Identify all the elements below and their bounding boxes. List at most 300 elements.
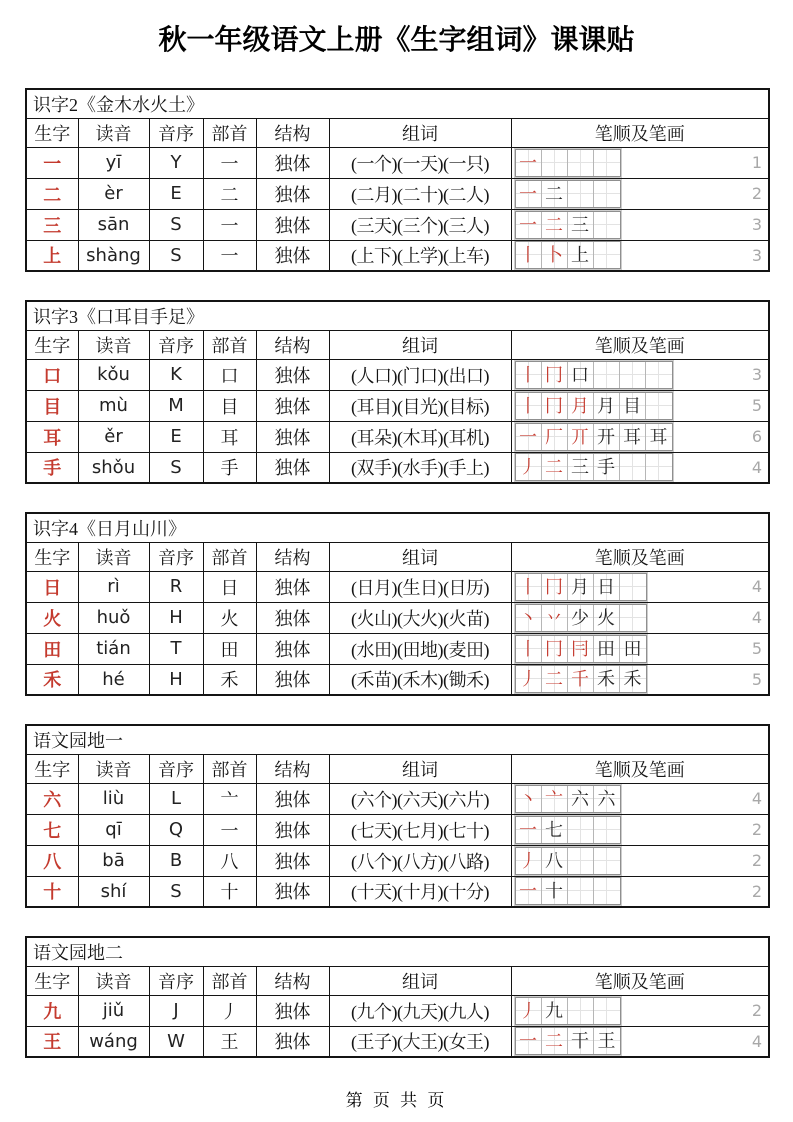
table-row <box>26 178 769 209</box>
stroke-step-cell: 耳 <box>646 424 672 450</box>
initial-cell: R <box>149 571 203 602</box>
stroke-count: 4 <box>751 608 762 627</box>
char-cell: 七 <box>26 814 78 845</box>
tables-container <box>25 88 768 1058</box>
words-cell: (日月)(生日)(日历) <box>329 571 511 602</box>
stroke-step-cell: 千 <box>568 666 594 692</box>
column-header-row <box>26 542 769 571</box>
stroke-step-cell: 冂 <box>542 362 568 388</box>
radical-cell: 八 <box>203 845 256 876</box>
stroke-grid <box>515 877 621 905</box>
stroke-order-cell <box>511 1026 769 1057</box>
stroke-order-line <box>512 180 769 208</box>
column-header: 读音 <box>78 966 149 995</box>
initial-cell: K <box>149 359 203 390</box>
structure-cell: 独体 <box>256 602 329 633</box>
page-title: 秋一年级语文上册《生字组词》课课贴 <box>158 23 635 56</box>
stroke-step-cell: 八 <box>542 848 568 874</box>
stroke-grid <box>515 361 673 389</box>
stroke-order-line <box>512 211 769 239</box>
stroke-empty-cell <box>568 878 594 904</box>
initial-cell: J <box>149 995 203 1026</box>
stroke-step-cell: 亠 <box>542 786 568 812</box>
structure-cell: 独体 <box>256 783 329 814</box>
stroke-order-cell <box>511 209 769 240</box>
column-header: 笔顺及笔画 <box>511 118 769 147</box>
table-title: 语文园地二 <box>26 937 769 966</box>
stroke-empty-cell <box>568 150 594 176</box>
stroke-empty-cell <box>594 181 620 207</box>
table-title: 识字4《日月山川》 <box>26 513 769 542</box>
stroke-step-cell: 目 <box>620 393 646 419</box>
words-cell: (双手)(水手)(手上) <box>329 452 511 483</box>
initial-cell: Q <box>149 814 203 845</box>
stroke-step-cell: 干 <box>568 1028 594 1054</box>
stroke-empty-cell <box>620 605 646 631</box>
radical-cell: 手 <box>203 452 256 483</box>
words-cell: (耳朵)(木耳)(耳机) <box>329 421 511 452</box>
pinyin-cell: tián <box>78 633 149 664</box>
stroke-step-cell: 二 <box>542 666 568 692</box>
stroke-count: 2 <box>751 881 762 901</box>
pinyin-cell: shàng <box>78 240 149 271</box>
stroke-order-line <box>512 573 769 601</box>
stroke-empty-cell <box>620 574 646 600</box>
structure-cell: 独体 <box>256 633 329 664</box>
stroke-grid <box>515 423 673 451</box>
structure-cell: 独体 <box>256 452 329 483</box>
stroke-empty-cell <box>594 817 620 843</box>
structure-cell: 独体 <box>256 178 329 209</box>
column-header: 结构 <box>256 542 329 571</box>
column-header: 生字 <box>26 330 78 359</box>
pinyin-cell: bā <box>78 845 149 876</box>
lesson-table <box>25 724 770 908</box>
stroke-grid <box>515 573 647 601</box>
initial-cell: M <box>149 390 203 421</box>
table-row <box>26 147 769 178</box>
stroke-step-cell: 冂 <box>542 574 568 600</box>
stroke-step-cell: 一 <box>516 181 542 207</box>
stroke-empty-cell <box>568 998 594 1024</box>
char-cell: 王 <box>26 1026 78 1057</box>
column-header: 笔顺及笔画 <box>511 754 769 783</box>
stroke-grid <box>515 211 621 239</box>
column-header: 读音 <box>78 118 149 147</box>
stroke-grid <box>515 392 673 420</box>
words-cell: (一个)(一天)(一只) <box>329 147 511 178</box>
stroke-step-cell: 厂 <box>542 424 568 450</box>
stroke-order-cell <box>511 147 769 178</box>
lesson-table <box>25 936 770 1058</box>
stroke-order-cell <box>511 814 769 845</box>
stroke-step-cell: 月 <box>568 393 594 419</box>
stroke-step-cell: 九 <box>542 998 568 1024</box>
stroke-step-cell: 耳 <box>620 424 646 450</box>
column-header: 部首 <box>203 330 256 359</box>
words-cell: (二月)(二十)(二人) <box>329 178 511 209</box>
column-header: 音序 <box>149 118 203 147</box>
stroke-empty-cell <box>542 150 568 176</box>
char-cell: 口 <box>26 359 78 390</box>
words-cell: (火山)(大火)(火苗) <box>329 602 511 633</box>
char-cell: 耳 <box>26 421 78 452</box>
initial-cell: S <box>149 876 203 907</box>
stroke-order-line <box>512 997 769 1025</box>
stroke-empty-cell <box>646 393 672 419</box>
stroke-step-cell: 田 <box>620 636 646 662</box>
pinyin-cell: liù <box>78 783 149 814</box>
stroke-step-cell: 三 <box>568 454 594 480</box>
stroke-count: 2 <box>751 820 762 839</box>
radical-cell: 二 <box>203 178 256 209</box>
stroke-step-cell: 手 <box>594 454 620 480</box>
structure-cell: 独体 <box>256 1026 329 1057</box>
char-cell: 日 <box>26 571 78 602</box>
column-header: 生字 <box>26 754 78 783</box>
pinyin-cell: shí <box>78 876 149 907</box>
stroke-grid <box>515 665 647 693</box>
stroke-count: 4 <box>751 1031 762 1051</box>
radical-cell: 亠 <box>203 783 256 814</box>
table-row <box>26 421 769 452</box>
stroke-grid <box>515 604 647 632</box>
radical-cell: 一 <box>203 240 256 271</box>
stroke-step-cell: 丨 <box>516 574 542 600</box>
structure-cell: 独体 <box>256 240 329 271</box>
stroke-step-cell: 日 <box>594 574 620 600</box>
initial-cell: S <box>149 209 203 240</box>
char-cell: 三 <box>26 209 78 240</box>
table-title: 识字3《口耳目手足》 <box>26 301 769 330</box>
column-header-row <box>26 754 769 783</box>
char-cell: 目 <box>26 390 78 421</box>
structure-cell: 独体 <box>256 876 329 907</box>
column-header: 组词 <box>329 330 511 359</box>
stroke-step-cell: 一 <box>516 1028 542 1054</box>
stroke-count: 5 <box>751 669 762 689</box>
stroke-step-cell: 丶 <box>516 786 542 812</box>
words-cell: (王子)(大王)(女王) <box>329 1026 511 1057</box>
column-header: 读音 <box>78 754 149 783</box>
stroke-order-cell <box>511 664 769 695</box>
stroke-grid <box>515 1027 621 1055</box>
stroke-step-cell: 少 <box>568 605 594 631</box>
stroke-order-cell <box>511 178 769 209</box>
stroke-step-cell: 田 <box>594 636 620 662</box>
stroke-step-cell: 王 <box>594 1028 620 1054</box>
stroke-count: 2 <box>751 184 763 203</box>
table-row <box>26 845 769 876</box>
column-header: 结构 <box>256 330 329 359</box>
structure-cell: 独体 <box>256 571 329 602</box>
structure-cell: 独体 <box>256 664 329 695</box>
structure-cell: 独体 <box>256 390 329 421</box>
structure-cell: 独体 <box>256 359 329 390</box>
char-cell: 上 <box>26 240 78 271</box>
stroke-step-cell: 丷 <box>542 605 568 631</box>
radical-cell: 目 <box>203 390 256 421</box>
initial-cell: E <box>149 421 203 452</box>
char-cell: 十 <box>26 876 78 907</box>
stroke-step-cell: 一 <box>516 212 542 238</box>
radical-cell: 田 <box>203 633 256 664</box>
table-title: 识字2《金木水火土》 <box>26 89 769 118</box>
table-row <box>26 602 769 633</box>
words-cell: (七天)(七月)(七十) <box>329 814 511 845</box>
words-cell: (九个)(九天)(九人) <box>329 995 511 1026</box>
stroke-step-cell: 口 <box>568 362 594 388</box>
stroke-step-cell: 丨 <box>516 393 542 419</box>
structure-cell: 独体 <box>256 814 329 845</box>
stroke-order-line <box>512 785 769 813</box>
stroke-empty-cell <box>594 878 620 904</box>
stroke-count: 3 <box>751 215 763 234</box>
column-header: 结构 <box>256 966 329 995</box>
table-title-row <box>26 89 769 118</box>
initial-cell: H <box>149 664 203 695</box>
stroke-order-line <box>512 1027 769 1055</box>
stroke-step-cell: 禾 <box>620 666 646 692</box>
pinyin-cell: wáng <box>78 1026 149 1057</box>
stroke-order-line <box>512 816 769 844</box>
table-row <box>26 814 769 845</box>
stroke-order-line <box>512 877 769 905</box>
stroke-step-cell: 禾 <box>594 666 620 692</box>
stroke-step-cell: 一 <box>516 817 542 843</box>
column-header: 读音 <box>78 542 149 571</box>
structure-cell: 独体 <box>256 421 329 452</box>
char-cell: 手 <box>26 452 78 483</box>
column-header: 音序 <box>149 966 203 995</box>
stroke-step-cell: 丨 <box>516 242 542 268</box>
radical-cell: 丿 <box>203 995 256 1026</box>
words-cell: (十天)(十月)(十分) <box>329 876 511 907</box>
table-row <box>26 876 769 907</box>
stroke-order-line <box>512 241 769 269</box>
column-header: 生字 <box>26 118 78 147</box>
stroke-step-cell: 冃 <box>568 636 594 662</box>
stroke-count: 3 <box>751 365 763 384</box>
stroke-step-cell: 一 <box>516 150 542 176</box>
stroke-grid <box>515 635 647 663</box>
pinyin-cell: qī <box>78 814 149 845</box>
stroke-step-cell: 月 <box>568 574 594 600</box>
stroke-empty-cell <box>568 817 594 843</box>
radical-cell: 口 <box>203 359 256 390</box>
words-cell: (六个)(六天)(六片) <box>329 783 511 814</box>
char-cell: 九 <box>26 995 78 1026</box>
words-cell: (八个)(八方)(八路) <box>329 845 511 876</box>
column-header: 生字 <box>26 542 78 571</box>
pinyin-cell: hé <box>78 664 149 695</box>
stroke-empty-cell <box>594 848 620 874</box>
stroke-count: 2 <box>751 1001 762 1020</box>
stroke-order-line <box>512 149 769 177</box>
char-cell: 一 <box>26 147 78 178</box>
stroke-step-cell: 丨 <box>516 636 542 662</box>
stroke-step-cell: 七 <box>542 817 568 843</box>
lesson-table <box>25 88 770 272</box>
stroke-order-line <box>512 423 769 451</box>
stroke-order-cell <box>511 390 769 421</box>
stroke-order-cell <box>511 421 769 452</box>
stroke-count: 4 <box>751 577 762 596</box>
initial-cell: T <box>149 633 203 664</box>
stroke-order-cell <box>511 359 769 390</box>
stroke-count: 3 <box>751 245 763 265</box>
column-header: 部首 <box>203 966 256 995</box>
table-title-row <box>26 725 769 754</box>
radical-cell: 一 <box>203 147 256 178</box>
initial-cell: H <box>149 602 203 633</box>
stroke-step-cell: 火 <box>594 605 620 631</box>
words-cell: (禾苗)(禾木)(锄禾) <box>329 664 511 695</box>
lesson-table <box>25 512 770 696</box>
column-header: 音序 <box>149 542 203 571</box>
stroke-count: 4 <box>751 457 763 477</box>
column-header: 部首 <box>203 118 256 147</box>
table-row <box>26 664 769 695</box>
stroke-order-cell <box>511 633 769 664</box>
table-row <box>26 633 769 664</box>
column-header: 组词 <box>329 118 511 147</box>
pinyin-cell: jiǔ <box>78 995 149 1026</box>
initial-cell: B <box>149 845 203 876</box>
column-header: 部首 <box>203 542 256 571</box>
char-cell: 禾 <box>26 664 78 695</box>
stroke-empty-cell <box>620 454 646 480</box>
stroke-step-cell: 十 <box>542 878 568 904</box>
table-title: 语文园地一 <box>26 725 769 754</box>
radical-cell: 一 <box>203 209 256 240</box>
stroke-step-cell: 丿 <box>516 666 542 692</box>
stroke-step-cell: 卜 <box>542 242 568 268</box>
column-header: 结构 <box>256 118 329 147</box>
stroke-order-line <box>512 361 769 389</box>
char-cell: 田 <box>26 633 78 664</box>
stroke-order-line <box>512 392 769 420</box>
column-header: 组词 <box>329 966 511 995</box>
stroke-grid <box>515 149 621 177</box>
column-header: 生字 <box>26 966 78 995</box>
stroke-order-line <box>512 453 769 481</box>
pinyin-cell: ěr <box>78 421 149 452</box>
stroke-order-cell <box>511 602 769 633</box>
stroke-order-cell <box>511 783 769 814</box>
stroke-order-line <box>512 665 769 693</box>
column-header-row <box>26 118 769 147</box>
stroke-order-cell <box>511 845 769 876</box>
initial-cell: S <box>149 240 203 271</box>
stroke-step-cell: 二 <box>542 181 568 207</box>
stroke-step-cell: 丌 <box>568 424 594 450</box>
stroke-grid <box>515 241 621 269</box>
stroke-count: 6 <box>751 427 763 446</box>
stroke-empty-cell <box>594 242 620 268</box>
column-header-row <box>26 330 769 359</box>
initial-cell: E <box>149 178 203 209</box>
initial-cell: Y <box>149 147 203 178</box>
stroke-step-cell: 二 <box>542 1028 568 1054</box>
column-header: 笔顺及笔画 <box>511 330 769 359</box>
column-header: 笔顺及笔画 <box>511 542 769 571</box>
column-header: 音序 <box>149 754 203 783</box>
stroke-empty-cell <box>646 454 672 480</box>
words-cell: (水田)(田地)(麦田) <box>329 633 511 664</box>
initial-cell: L <box>149 783 203 814</box>
column-header-row <box>26 966 769 995</box>
radical-cell: 一 <box>203 814 256 845</box>
initial-cell: W <box>149 1026 203 1057</box>
stroke-step-cell: 二 <box>542 454 568 480</box>
stroke-empty-cell <box>646 362 672 388</box>
stroke-step-cell: 三 <box>568 212 594 238</box>
stroke-step-cell: 丿 <box>516 454 542 480</box>
pinyin-cell: kǒu <box>78 359 149 390</box>
char-cell: 二 <box>26 178 78 209</box>
radical-cell: 禾 <box>203 664 256 695</box>
pinyin-cell: mù <box>78 390 149 421</box>
stroke-order-cell <box>511 571 769 602</box>
pinyin-cell: rì <box>78 571 149 602</box>
stroke-step-cell: 开 <box>594 424 620 450</box>
stroke-grid <box>515 847 621 875</box>
stroke-grid <box>515 453 673 481</box>
column-header: 读音 <box>78 330 149 359</box>
stroke-order-cell <box>511 876 769 907</box>
table-title-row <box>26 301 769 330</box>
table-row <box>26 995 769 1026</box>
stroke-grid <box>515 997 621 1025</box>
table-row <box>26 452 769 483</box>
structure-cell: 独体 <box>256 845 329 876</box>
stroke-step-cell: 丿 <box>516 848 542 874</box>
stroke-empty-cell <box>594 212 620 238</box>
stroke-count: 4 <box>751 789 762 808</box>
words-cell: (人口)(门口)(出口) <box>329 359 511 390</box>
char-cell: 八 <box>26 845 78 876</box>
initial-cell: S <box>149 452 203 483</box>
table-row <box>26 1026 769 1057</box>
column-header: 结构 <box>256 754 329 783</box>
pinyin-cell: yī <box>78 147 149 178</box>
stroke-empty-cell <box>620 362 646 388</box>
stroke-step-cell: 六 <box>568 786 594 812</box>
table-title-row <box>26 937 769 966</box>
radical-cell: 王 <box>203 1026 256 1057</box>
stroke-order-cell <box>511 995 769 1026</box>
stroke-grid <box>515 180 621 208</box>
pinyin-cell: sān <box>78 209 149 240</box>
page-footer: 第 页 共 页 <box>345 1091 448 1110</box>
table-row <box>26 571 769 602</box>
radical-cell: 火 <box>203 602 256 633</box>
stroke-step-cell: 六 <box>594 786 620 812</box>
pinyin-cell: èr <box>78 178 149 209</box>
stroke-count: 2 <box>751 851 762 870</box>
stroke-grid <box>515 816 621 844</box>
stroke-step-cell: 冂 <box>542 636 568 662</box>
lesson-table <box>25 300 770 484</box>
stroke-order-cell <box>511 240 769 271</box>
stroke-empty-cell <box>568 181 594 207</box>
words-cell: (上下)(上学)(上车) <box>329 240 511 271</box>
stroke-step-cell: 丿 <box>516 998 542 1024</box>
column-header: 笔顺及笔画 <box>511 966 769 995</box>
stroke-empty-cell <box>568 848 594 874</box>
table-row <box>26 240 769 271</box>
